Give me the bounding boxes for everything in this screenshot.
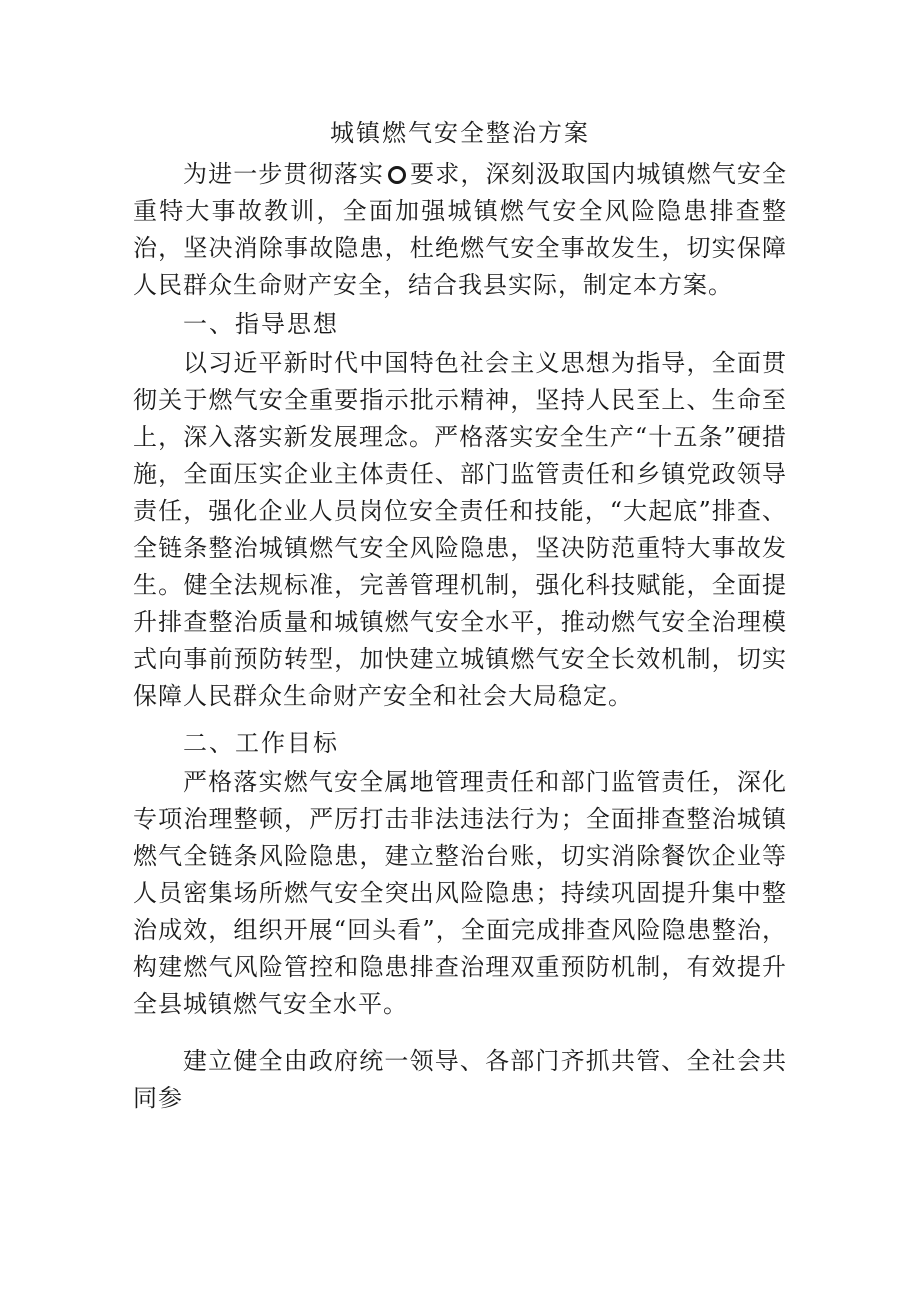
section-body-work-goals: 严格落实燃气安全属地管理责任和部门监管责任，深化专项治理整顿，严厉打击非法违法行为；全面排查整治城镇燃气全链条风险隐患，建立整治台账，切实消除餐饮企业等人员密集场所燃气安全突出风险隐患；持续巩固提升集中整治成效，组织开展“回头看”，全面完成排查风险隐患整治，构建燃气风险管控和隐患排查治理双重预防机制，有效提升全县城镇燃气安全水平。: [133, 768, 787, 1018]
intro-text-after-mark: 要求，深刻汲取国内城镇燃气安全重特大事故教训，全面加强城镇燃气安全风险隐患排查整治，坚决消除事故隐患，杜绝燃气安全事故发生，切实保障人民群众生命财产安全，结合我县实际，制定本方案。: [133, 160, 788, 299]
intro-text-before-mark: 为进一步贯彻落实: [183, 160, 385, 188]
intro-paragraph: [133, 156, 787, 304]
closing-paragraph: 建立健全由政府统一领导、各部门齐抓共管、全社会共同参: [133, 1047, 787, 1112]
section-body-guiding-ideology: 以习近平新时代中国特色社会主义思想为指导，全面贯彻关于燃气安全重要指示批示精神，坚持人民至上、生命至上，深入落实新发展理念。严格落实安全生产“十五条”硬措施，全面压实企业主体责任、部门监管责任和乡镇党政领导责任，强化企业人员岗位安全责任和技能，“大起底”排查、全链条整治城镇燃气安全风险隐患，坚决防范重特大事故发生。健全法规标准，完善管理机制，强化科技赋能，全面提升排查整治质量和城镇燃气安全水平，推动燃气安全治理模式向事前预防转型，加快建立城镇燃气安全长效机制，切实保障人民群众生命财产安全和社会大局稳定。: [133, 349, 787, 710]
section-heading-guiding-ideology: 一、指导思想: [183, 310, 339, 338]
section-heading-work-goals: 二、工作目标: [183, 729, 339, 757]
document-title: 城镇燃气安全整治方案: [330, 119, 590, 147]
circle-placeholder-icon: [388, 166, 406, 184]
